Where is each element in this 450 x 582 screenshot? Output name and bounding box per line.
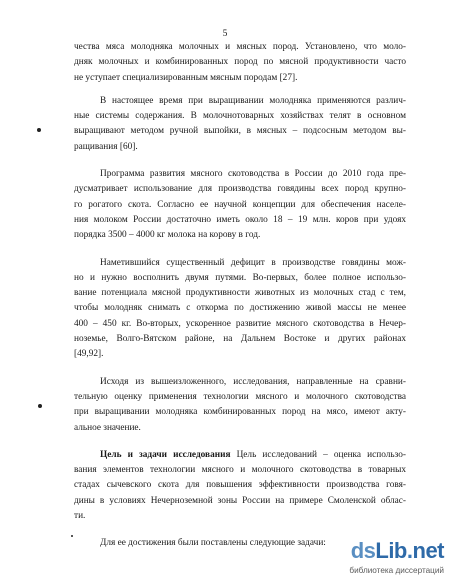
watermark-logo: dsLib.net bbox=[350, 538, 444, 563]
paragraph bbox=[74, 375, 406, 436]
text-line: В настоящее время при выращивании молодняка применяются различ- bbox=[100, 95, 406, 106]
text-line: альное значение. bbox=[74, 422, 141, 433]
text-line: дняк молочных и комбинированных пород по мясной продуктивности часто bbox=[74, 57, 406, 68]
text-line: при выращивании молодняка комбинированных пород на мясо, имеют акту- bbox=[74, 407, 406, 418]
text-line: но и нужно восполнить двумя путями. Во-первых, более полное использо- bbox=[74, 272, 406, 283]
paragraph bbox=[74, 167, 406, 243]
text-line: ные системы содержания. В молочнотоварных хозяйствах телят в основном bbox=[74, 111, 406, 122]
watermark-caption: библиотека диссертаций bbox=[349, 566, 444, 575]
paragraph bbox=[74, 94, 406, 155]
text-line: Исходя из вышеизложенного, исследования, направленные на сравни- bbox=[100, 376, 406, 387]
margin-mark bbox=[37, 128, 41, 132]
text-line: Наметившийся существенный дефицит в производстве говядины мож- bbox=[100, 257, 406, 268]
text-line: чтобы молодняк снимать с откорма по достижению живой массы не менее bbox=[74, 303, 406, 314]
text-line: го рогатого скота. Согласно ее научной концепции для обеспечения населе- bbox=[74, 199, 406, 210]
text-line: Для ее достижения были поставлены следующие задачи: bbox=[100, 538, 326, 549]
text-line: ноземье, Волго-Вятском районе, на Дальнем Востоке и других районах bbox=[74, 334, 406, 345]
text-line: тельную оценку применения технологии мясного и молочного скотоводства bbox=[74, 391, 406, 402]
text-line: дусматривает использование для производства говядины всех пород крупно- bbox=[74, 184, 406, 195]
paragraph bbox=[74, 40, 406, 86]
text-line: порядка 3500 – 4000 кг молока на корову в год. bbox=[74, 230, 261, 241]
text-line: ти. bbox=[74, 511, 86, 522]
document-body bbox=[74, 40, 406, 552]
paragraph bbox=[74, 256, 406, 363]
text-line: выращивают методом ручной выпойки, в мясных – подсосным методом вы- bbox=[74, 126, 406, 137]
text-line: стадах сычевского скота для повышения эффективности производства говя- bbox=[74, 480, 406, 491]
section-heading: Цель и задачи исследования bbox=[100, 449, 231, 460]
margin-mark bbox=[38, 404, 42, 408]
text-line: ращивания [60]. bbox=[74, 141, 138, 152]
text-line: чества мяса молодняка молочных и мясных пород. Установлено, что моло- bbox=[74, 42, 406, 52]
text-line: [49,92]. bbox=[74, 349, 104, 360]
paragraph bbox=[74, 448, 406, 524]
text-line: вание потенциала мясной продуктивности животных из молочных стад с тем, bbox=[74, 288, 406, 299]
text-line: Программа развития мясного скотоводства в России до 2010 года пре- bbox=[100, 169, 406, 180]
margin-mark bbox=[71, 535, 73, 537]
text-line: вания элементов технологии мясного и молочного скотоводства в товарных bbox=[74, 465, 406, 476]
text-line: дины в условиях Нечерноземной зоны России на примере Смоленской облас- bbox=[74, 495, 406, 506]
text-run: Цель исследований – оценка использо- bbox=[230, 449, 406, 460]
page-number: 5 bbox=[222, 29, 228, 39]
watermark bbox=[342, 516, 450, 582]
text-line: не уступает специализированным мясным породам [27]. bbox=[74, 72, 298, 83]
text-line: ния молоком России достаточно иметь около 18 – 19 млн. коров при удоях bbox=[74, 214, 406, 225]
text-line bbox=[74, 448, 406, 463]
text-line: 400 – 450 кг. Во-вторых, ускоренное развитие мясного скотоводства в Нечер- bbox=[74, 318, 406, 329]
